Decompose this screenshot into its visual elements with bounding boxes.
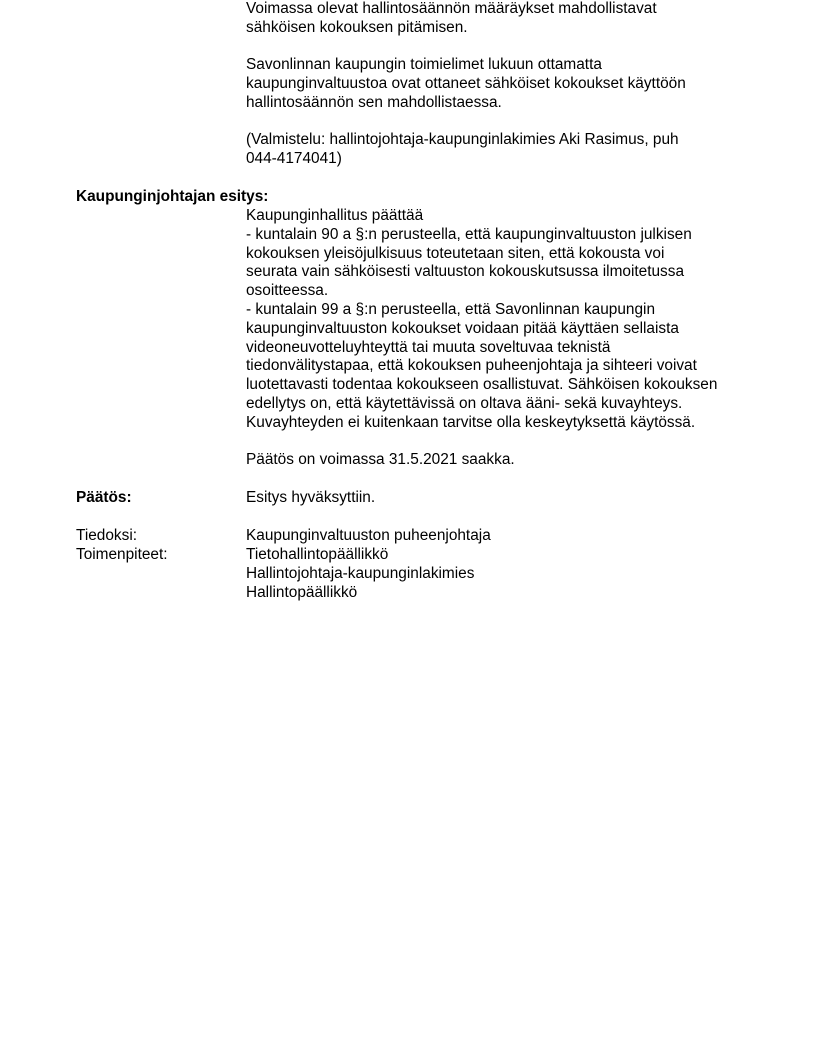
decision-heading: Päätös: [76, 489, 132, 506]
text-line: kaupunginvaltuustoa ovat ottaneet sähköiset kokoukset käyttöön [246, 74, 686, 92]
intro-paragraph-1 [246, 0, 766, 38]
proposal-heading: Kaupunginjohtajan esitys: [76, 188, 269, 205]
text-line: Hallintopäällikkö [246, 583, 358, 601]
text-line: edellytys on, että käytettävissä on oltava ääni- sekä kuvayhteys. [246, 394, 683, 412]
text-line: tiedonvälitystapaa, että kokouksen puheenjohtaja ja sihteeri voivat [246, 357, 697, 375]
text-line: - kuntalain 99 a §:n perusteella, että Savonlinnan kaupungin [246, 300, 656, 318]
text-line: Savonlinnan kaupungin toimielimet lukuun ottamatta [246, 56, 602, 73]
text-line: Kaupunginhallitus päättää [246, 207, 424, 224]
text-line: luotettavasti todentaa kokoukseen osallistuvat. Sähköisen kokouksen [246, 376, 718, 394]
text-line: hallintosäännön sen mahdollistaessa. [246, 93, 502, 111]
text-line: sähköisen kokouksen pitämisen. [246, 18, 468, 36]
preparation-note [246, 131, 766, 169]
text-line: Päätös on voimassa 31.5.2021 saakka. [246, 451, 515, 468]
text-line: Voimassa olevat hallintosäännön määräykset mahdollistavat [246, 0, 657, 17]
text-line: - kuntalain 90 a §:n perusteella, että kaupunginvaltuuston julkisen [246, 225, 692, 243]
text-line: Tietohallintopäällikkö [246, 546, 389, 563]
text-line: osoitteessa. [246, 282, 329, 300]
text-line: 044-4174041) [246, 149, 342, 167]
info-label: Tiedoksi: [76, 527, 138, 544]
text-line: Hallintojohtaja-kaupunginlakimies [246, 564, 475, 582]
text-line: Kaupunginvaltuuston puheenjohtaja [246, 527, 491, 544]
text-line: Kuvayhteyden ei kuitenkaan tarvitse olla keskeytyksettä käytössä. [246, 413, 696, 431]
text-line: seurata vain sähköisesti valtuuston kokouskutsussa ilmoitetussa [246, 263, 685, 281]
text-line: (Valmistelu: hallintojohtaja-kaupunginlakimies Aki Rasimus, puh [246, 131, 679, 148]
text-line: videoneuvotteluyhteyttä tai muuta soveltuvaa teknistä [246, 338, 611, 356]
decision-text [246, 489, 766, 508]
actions-label: Toimenpiteet: [76, 546, 168, 563]
proposal-body [246, 207, 766, 433]
text-line: Esitys hyväksyttiin. [246, 489, 376, 506]
validity-note [246, 451, 766, 470]
intro-paragraph-2 [246, 56, 766, 112]
text-line: kaupunginvaltuuston kokoukset voidaan pitää käyttäen sellaista [246, 319, 679, 337]
text-line: kokouksen yleisöjulkisuus toteutetaan siten, että kokousta voi [246, 244, 665, 262]
actions-values [246, 546, 766, 602]
info-value [246, 527, 766, 546]
